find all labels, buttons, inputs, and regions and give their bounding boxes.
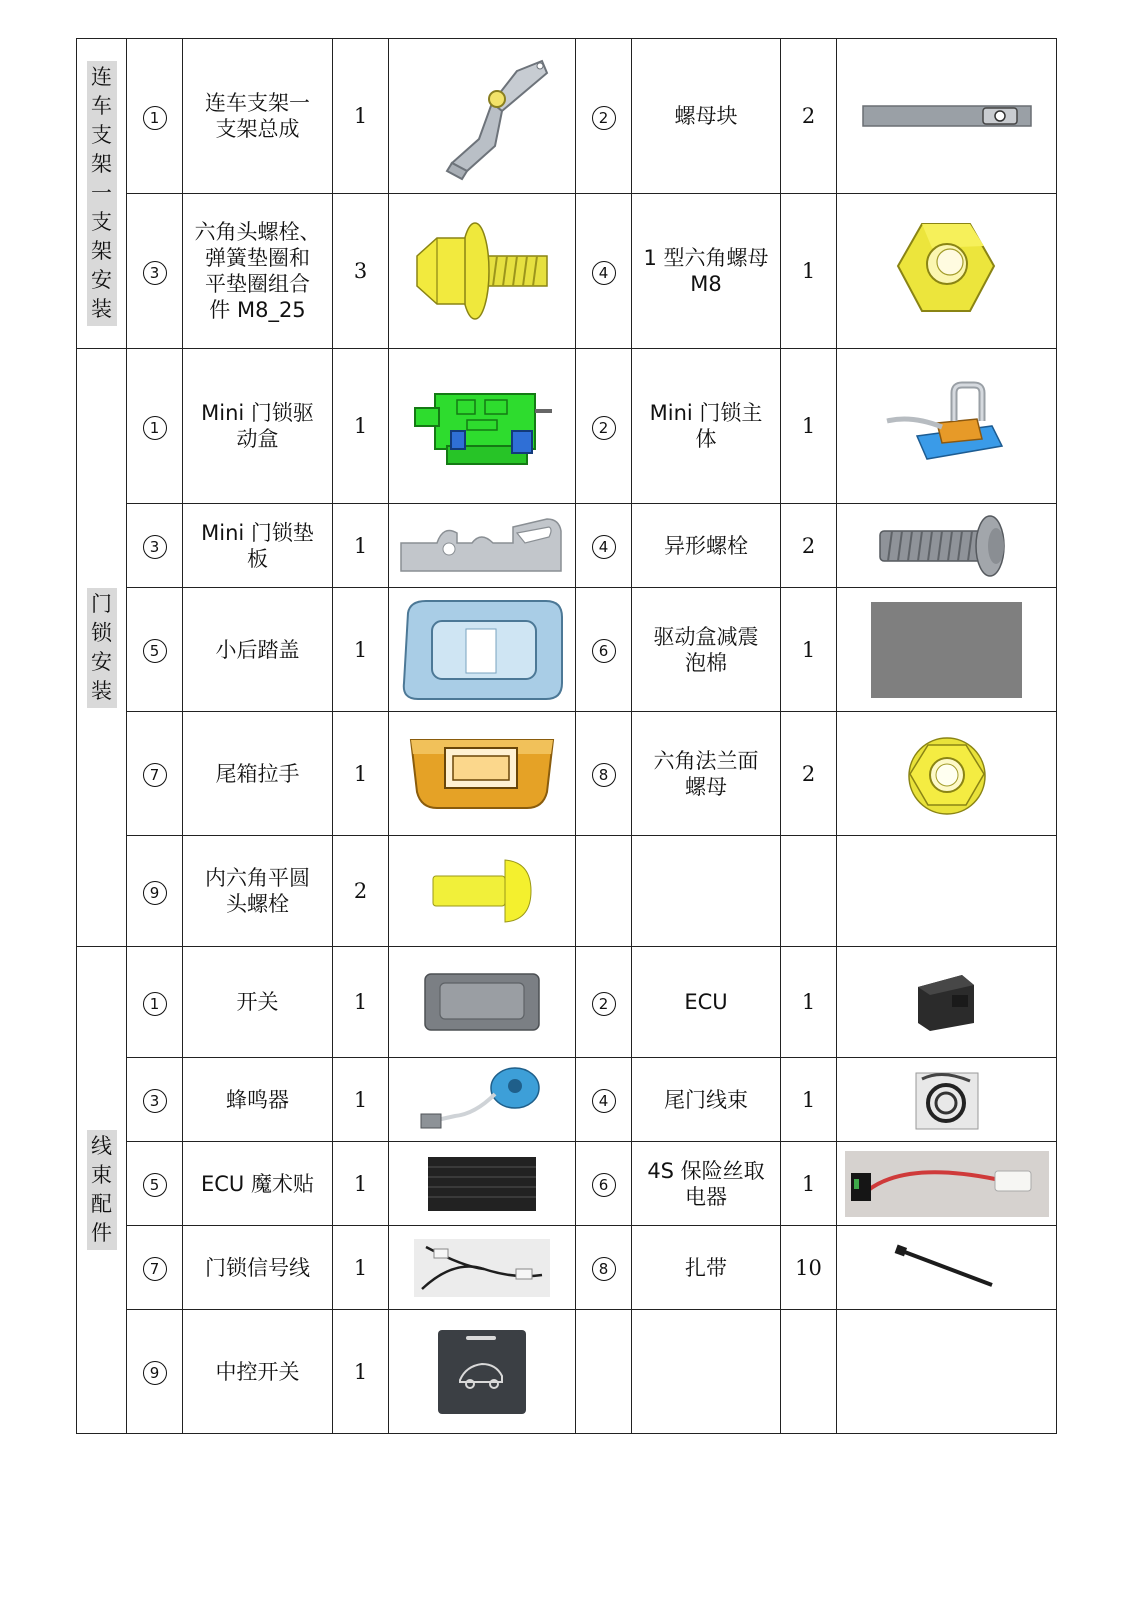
section-label-char: 架: [91, 152, 112, 176]
part-image-cell: [389, 588, 576, 712]
part-name: 螺母块: [674, 104, 738, 128]
part-quantity-cell: [333, 1142, 389, 1226]
section-label-cell: [77, 349, 127, 947]
part-number-cell: [127, 39, 183, 194]
part-quantity: 1: [801, 414, 816, 438]
part-image-cell: [389, 504, 576, 588]
part-number: 3: [143, 535, 167, 559]
part-name-cell: [632, 1142, 781, 1226]
table-row: [77, 194, 1057, 349]
part-number-cell: [576, 349, 632, 504]
section-label-char: 连: [91, 65, 112, 89]
part-name-cell: [183, 588, 333, 712]
part-image-cell: [389, 712, 576, 836]
hex-nut-icon: [837, 216, 1056, 326]
part-number-cell: [576, 947, 632, 1058]
section-label-char: 装: [91, 297, 112, 321]
section-label-char: 安: [91, 268, 112, 292]
part-name-cell: [183, 1142, 333, 1226]
part-name-cell: [632, 1310, 781, 1434]
section-label-char: 束: [91, 1163, 112, 1187]
part-name: 异形螺栓: [664, 533, 748, 558]
lock-actuator-icon: [389, 376, 575, 476]
section-label: [87, 61, 117, 326]
part-number: 9: [143, 1361, 167, 1385]
part-number: 8: [592, 763, 616, 787]
buzzer-icon: [389, 1064, 575, 1136]
part-number: 7: [143, 1257, 167, 1281]
part-image-cell: [389, 39, 576, 194]
part-quantity-cell: [333, 712, 389, 836]
part-number: 5: [143, 639, 167, 663]
part-image-cell: [389, 349, 576, 504]
part-quantity: 1: [353, 1171, 368, 1196]
part-image-cell: [837, 1226, 1057, 1310]
trunk-handle-icon: [389, 734, 575, 814]
table-row: [77, 1058, 1057, 1142]
foam-pad-icon: [837, 600, 1056, 700]
part-quantity: 3: [353, 259, 368, 283]
part-quantity-cell: [781, 1142, 837, 1226]
part-quantity: 2: [801, 533, 816, 558]
part-quantity: 1: [353, 104, 368, 128]
part-quantity-cell: [333, 194, 389, 349]
step-cover-icon: [389, 595, 575, 705]
part-name: 内六角平圆 头螺栓: [205, 866, 310, 916]
part-quantity-cell: [781, 1058, 837, 1142]
part-quantity: 1: [353, 761, 368, 786]
section-label-char: 配: [91, 1192, 112, 1216]
bracket-assembly-icon: [389, 51, 575, 181]
part-number-cell: [576, 1142, 632, 1226]
part-image-cell: [389, 194, 576, 349]
part-number-cell: [127, 712, 183, 836]
part-name: Mini 门锁主 体: [649, 401, 763, 451]
part-name: 扎带: [685, 1255, 727, 1280]
part-image-cell: [837, 194, 1057, 349]
part-name: 开关: [236, 990, 279, 1014]
part-name: 驱动盒减震 泡棉: [653, 624, 759, 675]
part-quantity: 1: [801, 1087, 816, 1112]
part-name-cell: [632, 504, 781, 588]
part-quantity-cell: [781, 712, 837, 836]
part-number-cell: [576, 39, 632, 194]
part-image-cell: [837, 947, 1057, 1058]
part-number-cell: [127, 947, 183, 1058]
part-name-cell: [183, 194, 333, 349]
part-number: 1: [143, 992, 167, 1016]
part-name-cell: [183, 504, 333, 588]
part-quantity-cell: [333, 947, 389, 1058]
part-name-cell: [632, 349, 781, 504]
table-row: [77, 1142, 1057, 1226]
fuse-tap-icon: [837, 1151, 1056, 1217]
part-quantity-cell: [781, 947, 837, 1058]
part-quantity: 10: [795, 1255, 822, 1280]
part-number-cell: [127, 588, 183, 712]
button-head-bolt-icon: [389, 856, 575, 926]
nut-block-icon: [837, 96, 1056, 136]
central-switch-icon: [389, 1328, 575, 1416]
part-image-cell: [837, 836, 1057, 947]
part-number: 4: [592, 261, 616, 285]
part-quantity: 1: [801, 990, 816, 1014]
part-name-cell: [183, 349, 333, 504]
part-image-cell: [837, 349, 1057, 504]
table-row: [77, 349, 1057, 504]
part-image-cell: [837, 1142, 1057, 1226]
signal-wire-icon: [389, 1239, 575, 1297]
part-number: 6: [592, 1173, 616, 1197]
part-quantity: 2: [801, 761, 816, 786]
part-name-cell: [183, 712, 333, 836]
section-label-char: 架: [91, 239, 112, 263]
part-number-cell: [127, 1226, 183, 1310]
part-number: 4: [592, 1089, 616, 1113]
part-number-cell: [127, 504, 183, 588]
part-quantity-cell: [333, 836, 389, 947]
part-name-cell: [183, 947, 333, 1058]
part-quantity: 1: [353, 414, 368, 438]
part-number-cell: [576, 712, 632, 836]
table-row: [77, 1226, 1057, 1310]
section-label: [87, 1130, 117, 1250]
part-number-cell: [127, 1058, 183, 1142]
part-number: 1: [143, 106, 167, 130]
part-quantity-cell: [781, 39, 837, 194]
part-name: Mini 门锁驱 动盒: [201, 401, 314, 451]
part-image-cell: [389, 1142, 576, 1226]
part-image-cell: [837, 39, 1057, 194]
section-label-char: 装: [91, 678, 112, 703]
part-name-cell: [183, 1310, 333, 1434]
part-number: 7: [143, 763, 167, 787]
part-name: ECU: [684, 990, 728, 1014]
part-name-cell: [632, 947, 781, 1058]
velcro-icon: [389, 1155, 575, 1213]
part-quantity: 2: [801, 104, 816, 128]
part-image-cell: [389, 1058, 576, 1142]
section-label-cell: [77, 39, 127, 349]
part-number-cell: [576, 1226, 632, 1310]
part-number: 4: [592, 535, 616, 559]
wire-harness-icon: [837, 1065, 1056, 1135]
part-number: 9: [143, 881, 167, 905]
part-quantity: 1: [801, 259, 816, 283]
part-number-cell: [127, 836, 183, 947]
part-quantity-cell: [781, 349, 837, 504]
part-quantity-cell: [333, 504, 389, 588]
section-label: [87, 588, 117, 708]
part-name-cell: [632, 588, 781, 712]
part-quantity: 2: [353, 879, 368, 903]
part-number-cell: [576, 504, 632, 588]
part-quantity: 1: [353, 637, 368, 662]
part-number: 8: [592, 1257, 616, 1281]
part-image-cell: [389, 1226, 576, 1310]
part-quantity: 1: [353, 533, 368, 558]
part-image-cell: [837, 712, 1057, 836]
part-name: 小后踏盖: [215, 637, 300, 662]
part-name-cell: [183, 1058, 333, 1142]
part-name: 蜂鸣器: [226, 1087, 289, 1112]
part-name-cell: [183, 1226, 333, 1310]
part-name: 连车支架一 支架总成: [205, 91, 310, 141]
table-row: [77, 836, 1057, 947]
part-number: 3: [143, 261, 167, 285]
part-number: 5: [143, 1173, 167, 1197]
part-number-cell: [127, 194, 183, 349]
part-name: 六角头螺栓、 弹簧垫圈和 平垫圈组合 件 M8_25: [194, 220, 321, 322]
part-number-cell: [576, 1058, 632, 1142]
part-image-cell: [837, 588, 1057, 712]
part-quantity-cell: [333, 1310, 389, 1434]
part-number-cell: [127, 1310, 183, 1434]
part-name: 六角法兰面 螺母: [653, 748, 759, 799]
part-image-cell: [837, 1058, 1057, 1142]
table-row: [77, 504, 1057, 588]
part-name-cell: [632, 194, 781, 349]
part-quantity-cell: [781, 504, 837, 588]
part-quantity: 1: [353, 1087, 368, 1112]
part-quantity: 1: [353, 990, 368, 1014]
part-number-cell: [576, 588, 632, 712]
section-label-char: 锁: [91, 620, 112, 645]
part-name: ECU 魔术贴: [201, 1171, 314, 1196]
part-name: 门锁信号线: [205, 1255, 310, 1280]
part-name-cell: [183, 39, 333, 194]
part-number-cell: [127, 1142, 183, 1226]
part-quantity-cell: [333, 39, 389, 194]
section-label-char: 车: [91, 94, 112, 118]
part-name-cell: [632, 39, 781, 194]
part-number: 2: [592, 106, 616, 130]
table-row: [77, 712, 1057, 836]
cable-tie-icon: [837, 1243, 1056, 1293]
section-label-char: 安: [91, 649, 112, 674]
part-name-cell: [632, 712, 781, 836]
part-name-cell: [632, 836, 781, 947]
section-label-char: 支: [91, 123, 112, 147]
part-number-cell: [576, 836, 632, 947]
table-row: [77, 1310, 1057, 1434]
part-quantity-cell: [333, 1058, 389, 1142]
lock-pad-icon: [389, 513, 575, 578]
part-image-cell: [389, 1310, 576, 1434]
part-quantity-cell: [781, 588, 837, 712]
part-number: 1: [143, 416, 167, 440]
part-quantity-cell: [781, 836, 837, 947]
part-number-cell: [576, 194, 632, 349]
hex-bolt-icon: [389, 216, 575, 326]
part-image-cell: [837, 1310, 1057, 1434]
part-quantity-cell: [781, 1310, 837, 1434]
part-number-cell: [127, 349, 183, 504]
section-label-char: 线: [91, 1134, 112, 1158]
part-quantity: 1: [353, 1359, 368, 1384]
part-quantity-cell: [333, 349, 389, 504]
part-name-cell: [632, 1226, 781, 1310]
parts-table: [76, 38, 1057, 1434]
special-bolt-icon: [837, 511, 1056, 581]
table-row: [77, 947, 1057, 1058]
part-number: 3: [143, 1089, 167, 1113]
lock-body-icon: [837, 381, 1056, 471]
part-number: 2: [592, 416, 616, 440]
part-name: 中控开关: [215, 1359, 300, 1384]
part-name: 4S 保险丝取 电器: [647, 1158, 765, 1209]
part-quantity-cell: [333, 588, 389, 712]
section-label-char: 门: [91, 591, 112, 616]
part-number: 2: [592, 992, 616, 1016]
switch-icon: [389, 971, 575, 1033]
part-quantity-cell: [333, 1226, 389, 1310]
ecu-icon: [837, 969, 1056, 1035]
part-image-cell: [389, 836, 576, 947]
part-number: 6: [592, 639, 616, 663]
flange-nut-icon: [837, 729, 1056, 819]
section-label-cell: [77, 947, 127, 1434]
part-number-cell: [576, 1310, 632, 1434]
section-label-char: 支: [91, 210, 112, 234]
part-name-cell: [632, 1058, 781, 1142]
part-quantity-cell: [781, 1226, 837, 1310]
part-quantity: 1: [353, 1255, 368, 1280]
table-row: [77, 39, 1057, 194]
part-name: 1 型六角螺母 M8: [643, 246, 769, 296]
section-label-char: 一: [91, 181, 112, 205]
part-quantity-cell: [781, 194, 837, 349]
table-row: [77, 588, 1057, 712]
part-name-cell: [183, 836, 333, 947]
part-quantity: 1: [801, 637, 816, 662]
part-image-cell: [389, 947, 576, 1058]
section-label-char: 件: [91, 1221, 112, 1245]
part-name: 尾箱拉手: [215, 761, 300, 786]
part-name: Mini 门锁垫 板: [201, 520, 314, 571]
part-name: 尾门线束: [664, 1087, 748, 1112]
part-image-cell: [837, 504, 1057, 588]
part-quantity: 1: [801, 1171, 816, 1196]
